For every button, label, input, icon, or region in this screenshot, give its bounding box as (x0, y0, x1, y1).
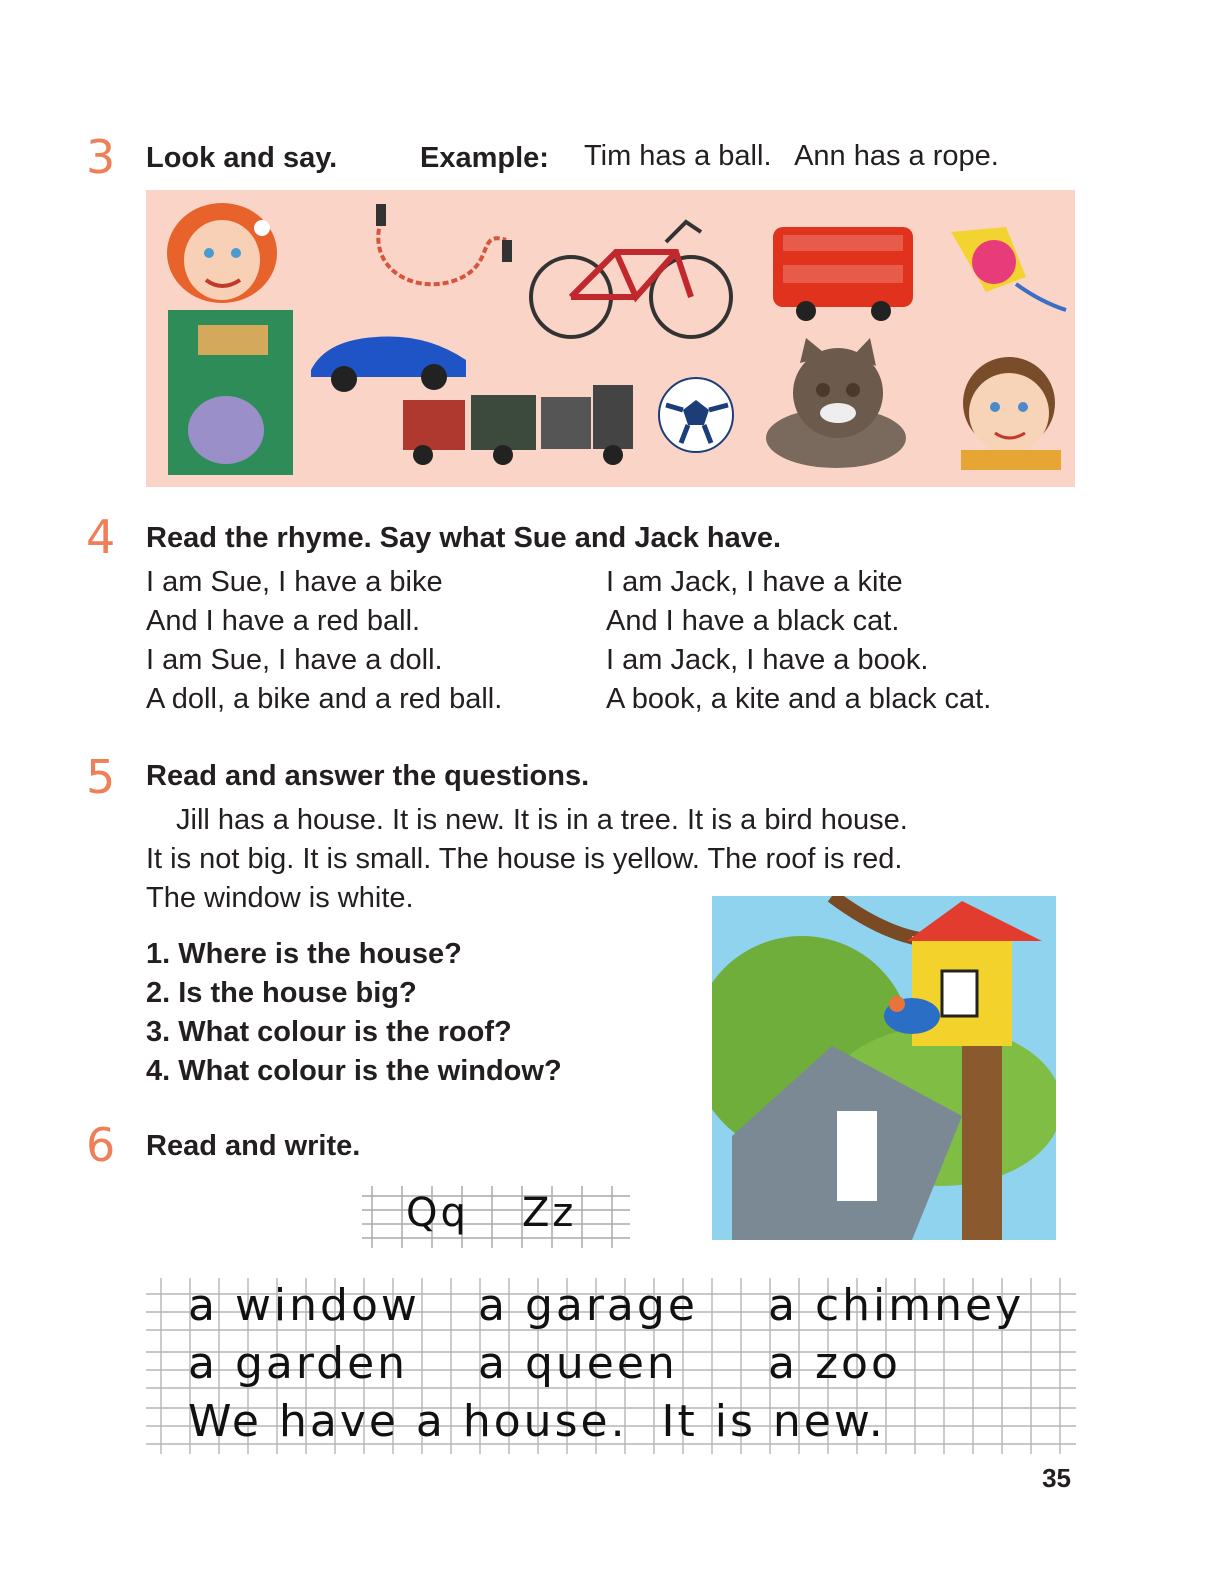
page-number: 35 (1042, 1463, 1071, 1493)
ball-picture (656, 375, 736, 455)
rhyme-line: I am Sue, I have a bike (146, 566, 443, 598)
bird-house-picture (712, 896, 1056, 1240)
question-1: 1. Where is the house? (146, 938, 462, 970)
rope-picture (356, 200, 526, 300)
write-sentence: We have a house. It is new. (188, 1396, 886, 1447)
letter-zz: Zz (522, 1190, 577, 1236)
rhyme-line: I am Jack, I have a book. (606, 644, 929, 676)
rhyme-jack (606, 563, 991, 719)
example-text: Tim has a ball. Ann has a rope. (584, 140, 999, 172)
rhyme-sue (146, 563, 502, 719)
question-4: 4. What colour is the window? (146, 1055, 562, 1087)
write-word-chimney: a chimney (768, 1280, 1025, 1331)
rhyme-line: I am Jack, I have a kite (606, 566, 903, 598)
write-word-zoo: a zoo (768, 1338, 901, 1389)
question-3: 3. What colour is the roof? (146, 1016, 512, 1048)
write-word-window: a window (188, 1280, 420, 1331)
exercise-3-number: 3 (86, 130, 116, 184)
letter-qq: Qq (406, 1190, 469, 1236)
write-word-garage: a garage (478, 1280, 698, 1331)
train-picture (383, 365, 638, 470)
exercise-5-title: Read and answer the questions. (146, 760, 590, 792)
paragraph-line: The window is white. (146, 882, 414, 914)
paragraph-line: It is not big. It is small. The house is yellow. The roof is red. (146, 843, 903, 875)
rhyme-line: And I have a black cat. (606, 605, 900, 637)
rhyme-line: A doll, a bike and a red ball. (146, 683, 503, 715)
question-2: 2. Is the house big? (146, 977, 417, 1009)
book-picture (168, 310, 293, 475)
rhyme-line: A book, a kite and a black cat. (606, 683, 992, 715)
exercise-5-number: 5 (86, 750, 116, 804)
write-word-garden: a garden (188, 1338, 409, 1389)
rhyme-line: And I have a red ball. (146, 605, 421, 637)
bus-picture (771, 225, 921, 325)
kite-picture (946, 222, 1071, 327)
picture-panel (146, 190, 1075, 487)
rhyme-line: I am Sue, I have a doll. (146, 644, 443, 676)
girl-picture (164, 198, 284, 308)
letters-grid (362, 1186, 630, 1248)
exercise-6-number: 6 (86, 1118, 116, 1172)
exercise-3-title: Look and say. (146, 142, 338, 174)
example-label: Example: (420, 142, 549, 174)
boy-picture (951, 355, 1071, 470)
exercise-6-title: Read and write. (146, 1130, 361, 1162)
bike-picture (526, 202, 736, 342)
paragraph-line: Jill has a house. It is new. It is in a tree. It is a bird house. (176, 804, 908, 836)
cat-picture (758, 338, 913, 473)
write-word-queen: a queen (478, 1338, 678, 1389)
exercise-4-number: 4 (86, 510, 116, 564)
exercise-4-title: Read the rhyme. Say what Sue and Jack have. (146, 522, 782, 554)
